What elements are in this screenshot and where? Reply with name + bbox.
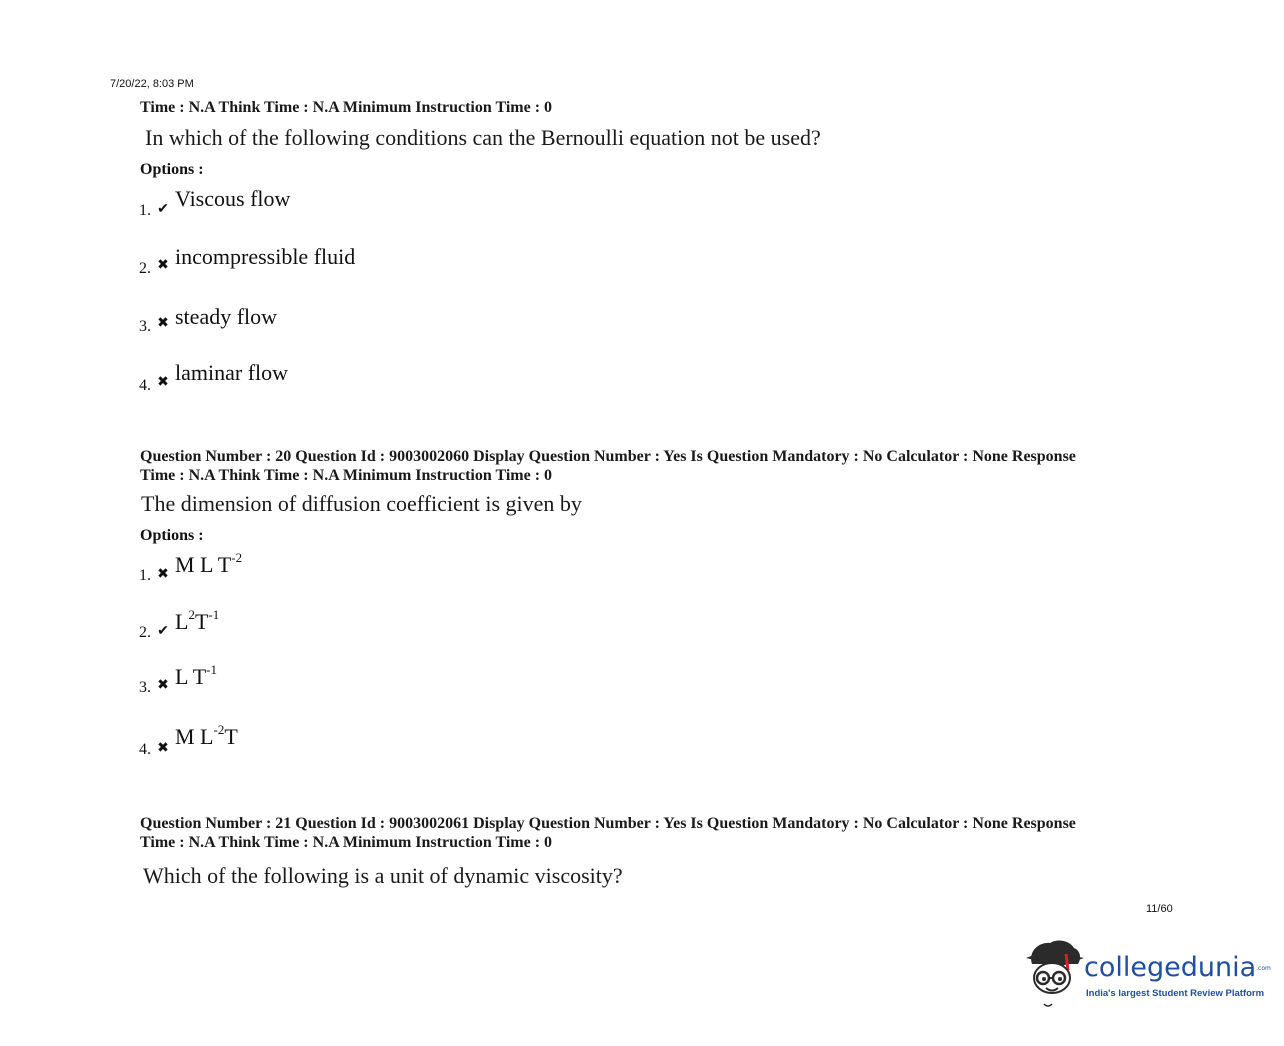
option-text: steady flow <box>175 304 278 329</box>
formula-exponent: -1 <box>208 607 220 622</box>
formula-base: T <box>224 724 238 750</box>
q20-option-1 <box>139 550 243 585</box>
formula-exponent: -2 <box>213 722 225 737</box>
q20-option-2 <box>139 607 220 642</box>
option-number: 2. <box>139 260 151 277</box>
wrong-cross-icon: ✖ <box>157 375 169 390</box>
option-formula <box>175 724 238 749</box>
formula-exponent: 2 <box>188 607 195 622</box>
q19-time-line: Time : N.A Think Time : N.A Minimum Instruction Time : 0 <box>140 99 553 116</box>
q20-meta-line-1: Question Number : 20 Question Id : 9003002060 Display Question Number : Yes Is Question Mandatory : No Calculator : None Response <box>140 448 1076 465</box>
correct-check-icon: ✔ <box>157 624 169 640</box>
option-formula <box>175 664 217 689</box>
wrong-cross-icon: ✖ <box>157 741 169 757</box>
q19-option-2 <box>139 244 356 277</box>
option-number: 3. <box>139 318 151 335</box>
q19-option-4 <box>139 360 289 394</box>
logo-tagline: India's largest Student Review Platform <box>1086 988 1265 999</box>
q19-options-label: Options : <box>140 161 204 178</box>
option-number: 3. <box>139 679 151 697</box>
option-number: 4. <box>139 741 151 759</box>
option-text: incompressible fluid <box>175 244 356 269</box>
formula-base: M L <box>175 724 214 750</box>
wrong-cross-icon: ✖ <box>157 567 169 583</box>
option-number: 1. <box>139 567 151 585</box>
logo-suffix: .com <box>1256 965 1271 972</box>
q20-meta-line-2: Time : N.A Think Time : N.A Minimum Instruction Time : 0 <box>140 467 553 484</box>
option-formula <box>175 552 242 577</box>
q20-option-3 <box>139 662 218 697</box>
q19-option-3 <box>139 304 278 335</box>
page-number: 11/60 <box>1146 903 1173 915</box>
option-text: laminar flow <box>175 360 289 385</box>
option-number: 1. <box>139 202 151 219</box>
formula-exponent: -1 <box>206 662 218 677</box>
print-timestamp: 7/20/22, 8:03 PM <box>110 78 194 90</box>
wrong-cross-icon: ✖ <box>157 678 169 694</box>
mascot-icon <box>1024 938 1086 1010</box>
collegedunia-logo <box>1024 938 1271 1010</box>
formula-base: L <box>175 609 189 635</box>
formula-base: T <box>194 609 209 635</box>
q21-meta-line-2: Time : N.A Think Time : N.A Minimum Instruction Time : 0 <box>140 834 553 851</box>
formula-exponent: -2 <box>231 550 243 565</box>
option-number: 2. <box>139 624 151 642</box>
q19-option-1 <box>139 186 291 219</box>
q20-question-text: The dimension of diffusion coefficient is given by <box>141 491 582 516</box>
q21-meta-line-1: Question Number : 21 Question Id : 9003002061 Display Question Number : Yes Is Question Mandatory : No Calculator : None Response <box>140 815 1076 832</box>
correct-check-icon: ✔ <box>157 202 169 217</box>
logo-name: collegedunia <box>1084 952 1257 983</box>
option-formula <box>175 609 219 634</box>
formula-base: L T <box>175 664 207 690</box>
wrong-cross-icon: ✖ <box>157 258 169 273</box>
option-number: 4. <box>139 377 151 394</box>
q20-option-4 <box>139 722 238 759</box>
q19-question-text: In which of the following conditions can the Bernoulli equation not be used? <box>145 125 821 150</box>
option-text: Viscous flow <box>175 186 291 211</box>
wrong-cross-icon: ✖ <box>157 316 169 331</box>
q20-options-label: Options : <box>140 527 204 544</box>
formula-base: M L T <box>175 552 232 578</box>
q21-question-text: Which of the following is a unit of dynamic viscosity? <box>143 863 623 888</box>
